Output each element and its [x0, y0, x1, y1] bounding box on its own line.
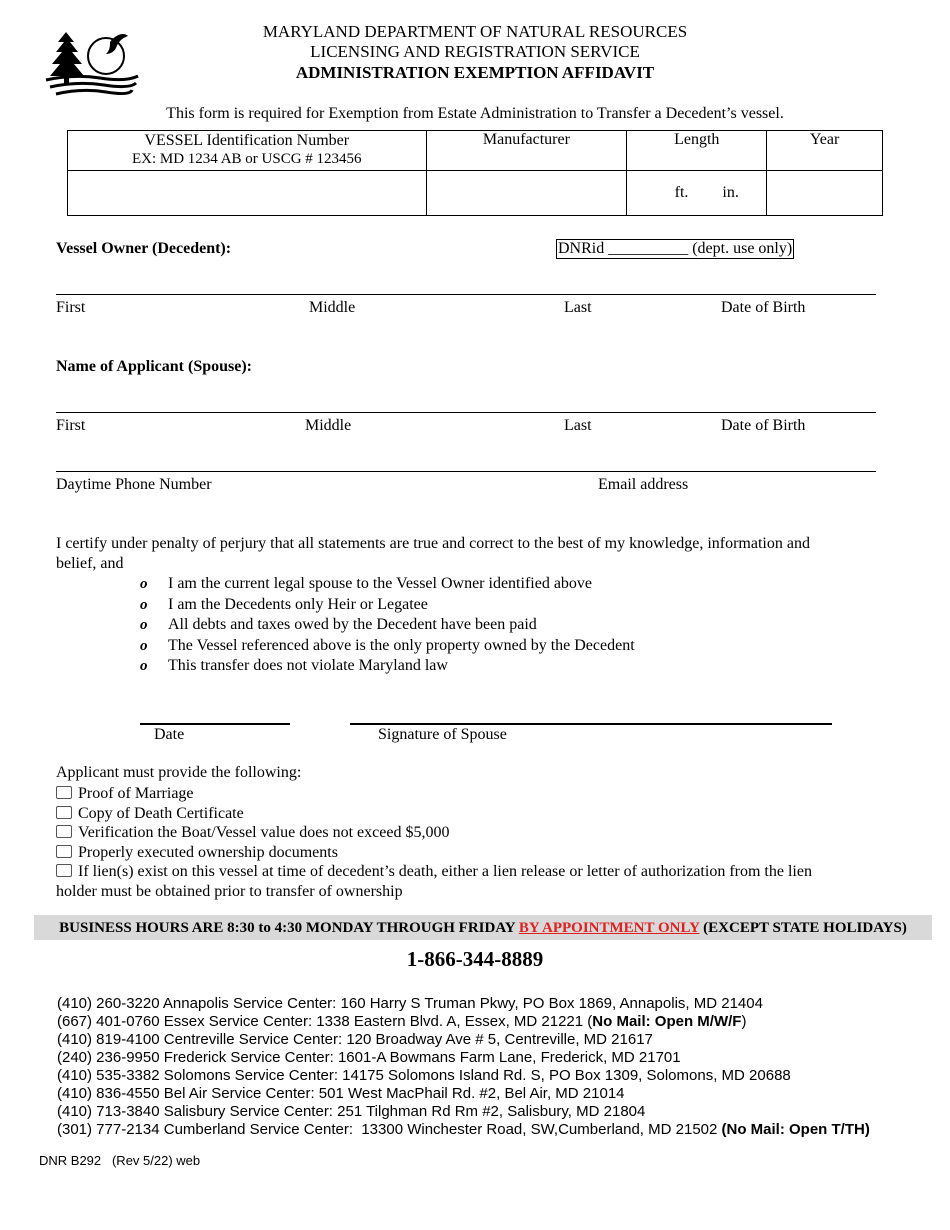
form-intro: This form is required for Exemption from Estate Administration to Transfer a Decedent’s vessel.	[166, 105, 784, 122]
center-text: (410) 836-4550 Bel Air Service Center: 501 West MacPhail Rd. #2, Bel Air, MD 21014	[57, 1085, 625, 1102]
checkbox[interactable]	[56, 825, 72, 838]
list-item	[57, 1067, 870, 1085]
applicant-middle-label: Middle	[305, 417, 352, 434]
date-signature-line[interactable]	[140, 723, 290, 725]
applicant-first-label: First	[56, 417, 86, 434]
vin-header-label: VESSEL Identification Number	[144, 132, 350, 149]
bullet-icon: o	[140, 576, 148, 592]
checkbox[interactable]	[56, 845, 72, 858]
applicant-dob-label: Date of Birth	[721, 417, 806, 434]
date-label: Date	[154, 726, 185, 743]
service-centers-list	[57, 995, 870, 1139]
owner-label: Vessel Owner (Decedent):	[56, 240, 232, 257]
list-item	[140, 574, 635, 595]
business-hours-banner	[34, 915, 932, 940]
list-item	[57, 1121, 870, 1139]
center-text: (410) 260-3220 Annapolis Service Center: 160 Harry S Truman Pkwy, PO Box 1869, Annapolis, MD 21404	[57, 995, 763, 1012]
checkbox[interactable]	[56, 806, 72, 819]
email-label: Email address	[598, 476, 689, 493]
vin-field[interactable]	[68, 171, 427, 216]
checkbox[interactable]	[56, 864, 72, 877]
appointment-only-text: BY APPOINTMENT ONLY	[518, 920, 700, 936]
list-item	[56, 843, 812, 863]
year-field[interactable]	[767, 171, 883, 216]
owner-first-label: First	[56, 299, 86, 316]
list-item	[56, 784, 812, 804]
vin-example: EX: MD 1234 AB or USCG # 123456	[131, 151, 362, 167]
dept-name: MARYLAND DEPARTMENT OF NATURAL RESOURCES	[262, 22, 688, 41]
requirements-list	[56, 784, 812, 902]
hours-suffix: (EXCEPT STATE HOLIDAYS)	[699, 920, 907, 936]
owner-name-line[interactable]	[56, 294, 876, 295]
list-item	[56, 862, 812, 882]
applicant-last-label: Last	[564, 417, 592, 434]
list-item	[57, 1049, 870, 1067]
list-item	[57, 1103, 870, 1121]
vessel-table	[67, 130, 883, 216]
certify-list	[140, 574, 635, 677]
list-item	[56, 823, 812, 843]
requirements-heading: Applicant must provide the following:	[56, 764, 302, 781]
certify-item: I am the current legal spouse to the Vessel Owner identified above	[168, 575, 593, 592]
list-item	[57, 1013, 870, 1031]
vin-header	[68, 131, 427, 171]
owner-dob-label: Date of Birth	[721, 299, 806, 316]
owner-middle-label: Middle	[309, 299, 356, 316]
phone-label: Daytime Phone Number	[56, 476, 212, 493]
list-item	[140, 636, 635, 657]
center-text: (410) 713-3840 Salisbury Service Center: 251 Tilghman Rd Rm #2, Salisbury, MD 21804	[57, 1103, 646, 1120]
list-item	[140, 656, 635, 677]
list-item	[140, 615, 635, 636]
contact-line[interactable]	[56, 471, 876, 472]
center-note: No Mail: Open M/W/F	[592, 1013, 742, 1030]
requirement-label: Properly executed ownership documents	[78, 843, 338, 861]
requirement-continuation: holder must be obtained prior to transfer of ownership	[56, 882, 403, 900]
list-item	[57, 1031, 870, 1049]
certify-item: All debts and taxes owed by the Decedent have been paid	[168, 616, 537, 634]
length-header: Length	[627, 131, 767, 171]
manufacturer-header: Manufacturer	[426, 131, 627, 171]
length-in-label: in.	[722, 184, 739, 201]
length-ft-label: ft.	[674, 184, 689, 201]
list-item	[57, 1085, 870, 1103]
requirement-label: If lien(s) exist on this vessel at time of decedent’s death, either a lien release or letter of authorization from the lien	[78, 863, 812, 881]
year-header: Year	[767, 131, 883, 171]
center-note: (No Mail: Open T/TH)	[721, 1121, 870, 1138]
requirement-label: Proof of Marriage	[78, 785, 194, 802]
requirement-label: Copy of Death Certificate	[78, 804, 244, 822]
list-item	[56, 804, 812, 824]
applicant-label: Name of Applicant (Spouse):	[56, 358, 253, 375]
list-item	[57, 995, 870, 1013]
list-item	[140, 595, 635, 616]
bullet-icon: o	[140, 617, 148, 634]
checkbox[interactable]	[56, 786, 72, 799]
bullet-icon: o	[140, 658, 148, 675]
service-name: LICENSING AND REGISTRATION SERVICE	[310, 42, 640, 61]
center-text: (410) 535-3382 Solomons Service Center: 14175 Solomons Island Rd. S, PO Box 1309, Solomons, MD 20688	[57, 1067, 791, 1084]
bullet-icon: o	[140, 637, 148, 654]
manufacturer-field[interactable]	[426, 171, 627, 216]
dnrid-box: DNRid __________ (dept. use only)	[558, 240, 793, 257]
bullet-icon: o	[140, 596, 148, 613]
spouse-signature-label: Signature of Spouse	[378, 726, 507, 743]
requirement-label: Verification the Boat/Vessel value does not exceed $5,000	[78, 824, 450, 842]
form-number: DNR B292 (Rev 5/22) web	[39, 1153, 201, 1168]
owner-last-label: Last	[564, 299, 592, 316]
form-title: ADMINISTRATION EXEMPTION AFFIDAVIT	[295, 63, 655, 82]
spouse-signature-line[interactable]	[350, 723, 832, 725]
certify-line2: belief, and	[56, 555, 124, 572]
applicant-name-line[interactable]	[56, 412, 876, 413]
center-text: (667) 401-0760 Essex Service Center: 1338 Eastern Blvd. A, Essex, MD 21221 (	[57, 1013, 593, 1030]
center-text: (410) 819-4100 Centreville Service Center: 120 Broadway Ave # 5, Centreville, MD 21617	[57, 1031, 653, 1048]
main-phone-number: 1-866-344-8889	[406, 947, 544, 971]
center-text: (240) 236-9950 Frederick Service Center: 1601-A Bowmans Farm Lane, Frederick, MD 21701	[57, 1049, 681, 1066]
certify-item: I am the Decedents only Heir or Legatee	[168, 595, 428, 613]
length-field[interactable]	[627, 171, 767, 216]
certify-item: This transfer does not violate Maryland law	[168, 657, 448, 675]
certify-item: The Vessel referenced above is the only property owned by the Decedent	[168, 636, 635, 654]
certify-line1: I certify under penalty of perjury that all statements are true and correct to the best of my knowledge, information and	[56, 535, 810, 552]
center-text-close: )	[741, 1013, 747, 1030]
center-text: (301) 777-2134 Cumberland Service Center: 13300 Winchester Road, SW,Cumberland, MD 21502	[57, 1121, 722, 1138]
hours-prefix: BUSINESS HOURS ARE 8:30 to 4:30 MONDAY THROUGH FRIDAY	[59, 920, 519, 936]
